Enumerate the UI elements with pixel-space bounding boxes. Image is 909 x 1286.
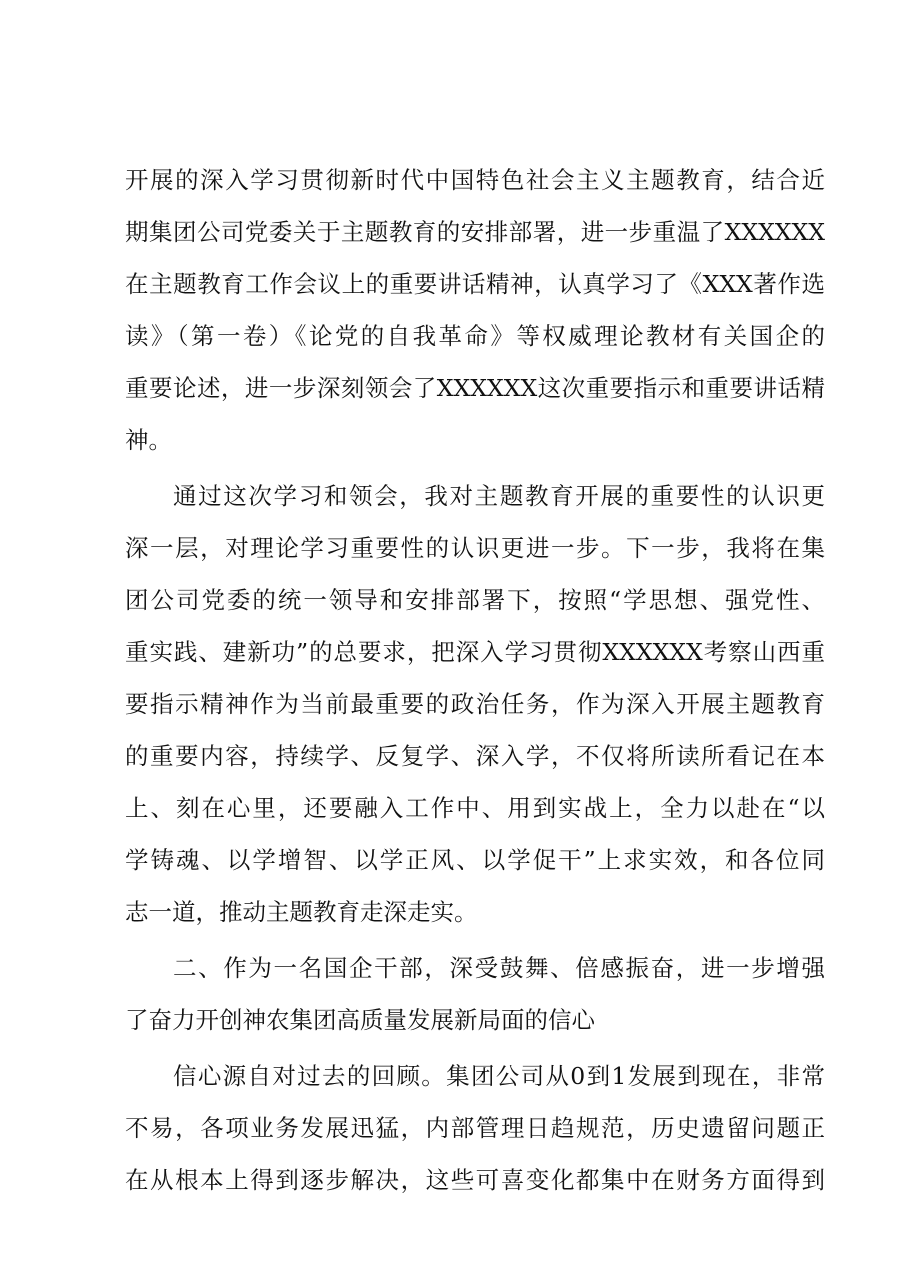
text-line: 不易，各项业务发展迅猛，内部管理日趋规范，历史遗留问题正 — [125, 1114, 825, 1142]
text-line: 期集团公司党委关于主题教育的安排部署，进一步重温了XXXXXX — [125, 218, 825, 246]
text-line: 上、刻在心里，还要融入工作中、用到实战上，全力以赴在“以 — [125, 794, 825, 822]
paragraph-first-line: 通过这次学习和领会，我对主题教育开展的重要性的认识更 — [173, 482, 825, 510]
text-line: 在主题教育工作会议上的重要讲话精神，认真学习了《XXX著作选 — [125, 270, 825, 298]
text-line: 志一道，推动主题教育走深走实。 — [125, 898, 478, 926]
text-line: 学铸魂、以学增智、以学正风、以学促干”上求实效，和各位同 — [125, 846, 825, 874]
section-heading-line: 二、作为一名国企干部，深受鼓舞、倍感振奋，进一步增强 — [173, 954, 825, 982]
text-line: 团公司党委的统一领导和安排部署下，按照“学思想、强党性、 — [125, 586, 825, 614]
text-line: 重要论述，进一步深刻领会了XXXXXX这次重要指示和重要讲话精 — [125, 374, 825, 402]
text-line: 开展的深入学习贯彻新时代中国特色社会主义主题教育，结合近 — [125, 166, 825, 194]
paragraph-first-line: 信心源自对过去的回顾。集团公司从0到1发展到现在，非常 — [173, 1062, 825, 1090]
text-line: 要指示精神作为当前最重要的政治任务，作为深入开展主题教育 — [125, 690, 825, 718]
section-heading-line: 了奋力开创神农集团高质量发展新局面的信心 — [125, 1006, 595, 1034]
text-line: 深一层，对理论学习重要性的认识更进一步。下一步，我将在集 — [125, 534, 825, 562]
text-line: 的重要内容，持续学、反复学、深入学，不仅将所读所看记在本 — [125, 742, 825, 770]
text-line: 读》（第一卷）《论党的自我革命》等权威理论教材有关国企的 — [125, 322, 825, 350]
text-line: 重实践、建新功”的总要求，把深入学习贯彻XXXXXX考察山西重 — [125, 638, 825, 666]
text-line: 神。 — [125, 426, 172, 454]
text-line: 在从根本上得到逐步解决，这些可喜变化都集中在财务方面得到 — [125, 1166, 825, 1194]
